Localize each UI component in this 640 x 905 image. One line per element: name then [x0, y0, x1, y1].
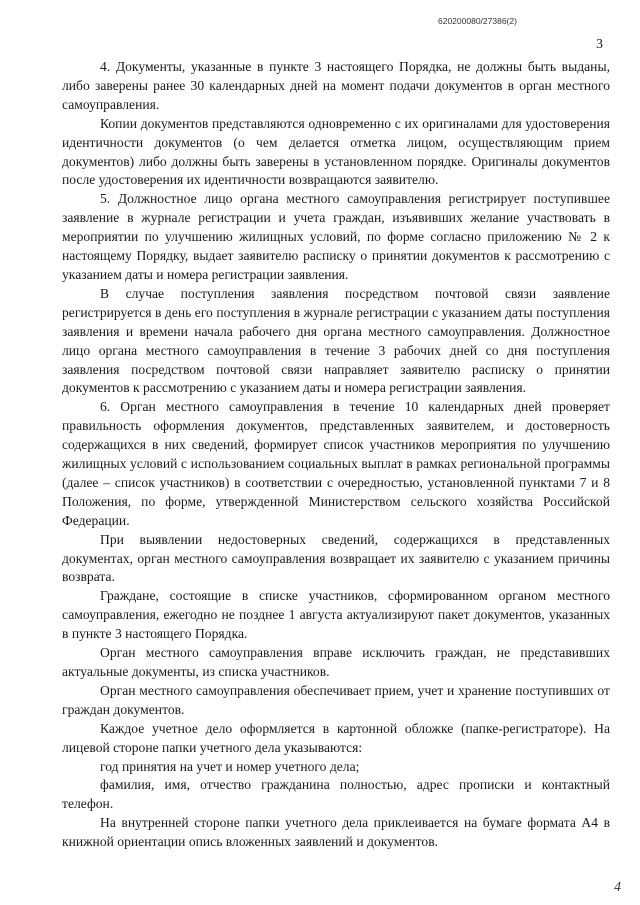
paragraph-item-6: 6. Орган местного самоуправления в течение 10 календарных дней проверяет правильность оформления документов, представленных заявителем, и достоверность содержащихся в них сведений, формирует список участников мероприятия по улучшению жилищных условий с использованием социальных выплат в рамках региональной программы (далее – список участников) в соответствии с очередностью, установленной пунктами 7 и 8 Положения, по форме, утвержденной Министерством сельского хозяйства Российской Федерации.: [62, 399, 610, 528]
paragraph-item-4: 4. Документы, указанные в пункте 3 настоящего Порядка, не должны быть выданы, либо заверены ранее 30 календарных дней на момент подачи документов в орган местного самоуправления.: [62, 59, 610, 112]
paragraph-storage: Орган местного самоуправления обеспечивает прием, учет и хранение поступивших от граждан документов.: [62, 682, 610, 717]
paragraph-inventory: На внутренней стороне папки учетного дела приклеивается на бумаге формата А4 в книжной ориентации опись вложенных заявлений и документов.: [62, 815, 610, 850]
document-code: 620200080/27386(2): [438, 16, 517, 26]
paragraph-item-5: 5. Должностное лицо органа местного самоуправления регистрирует поступившее заявление в журнале регистрации и учета граждан, изъявивших желание участвовать в мероприятии по улучшению жилищных условий, по форме согласно приложению № 2 к настоящему Порядку, выдает заявителю расписку о принятии документов к рассмотрению с указанием даты и номера регистрации заявления.: [62, 191, 610, 282]
paragraph-full-name: фамилия, имя, отчество гражданина полностью, адрес прописки и контактный телефон.: [62, 777, 610, 812]
handwritten-page-mark: 4: [614, 880, 621, 895]
paragraph-copies: Копии документов представляются одновременно с их оригиналами для удостоверения идентичности документов (о чем делается отметка лицом, осуществляющим прием документов) либо должны быть заверены в установленном порядке. Оригиналы документов после удостоверения их идентичности возвращаются заявителю.: [62, 115, 610, 188]
document-body: [62, 58, 610, 852]
paragraph-case-folder: Каждое учетное дело оформляется в картонной обложке (папке-регистраторе). На лицевой стороне папки учетного дела указываются:: [62, 720, 610, 755]
paragraph-exclusion: Орган местного самоуправления вправе исключить граждан, не представивших актуальные документы, из списка участников.: [62, 645, 610, 679]
paragraph-annual-update: Граждане, состоящие в списке участников, сформированном органом местного самоуправления, ежегодно не позднее 1 августа актуализируют пакет документов, указанных в пункте 3 настоящего Порядка.: [62, 588, 610, 642]
page-number: 3: [596, 37, 603, 52]
paragraph-false-info: При выявлении недостоверных сведений, содержащихся в представленных документах, орган местного самоуправления возвращает их заявителю с указанием причины возврата.: [62, 531, 610, 585]
paragraph-year-number: год принятия на учет и номер учетного дела;: [100, 758, 360, 774]
paragraph-postal-registration: В случае поступления заявления посредством почтовой связи заявление регистрируется в день его поступления в журнале регистрации с указанием даты поступления заявления и времени начала рабочего дня органа местного самоуправления. Должностное лицо органа местного самоуправления в течение 3 рабочих дней со дня поступления заявления посредством почтовой связи направляет заявителю расписку о принятии документов к рассмотрению с указанием даты и номера регистрации заявления.: [62, 285, 610, 396]
